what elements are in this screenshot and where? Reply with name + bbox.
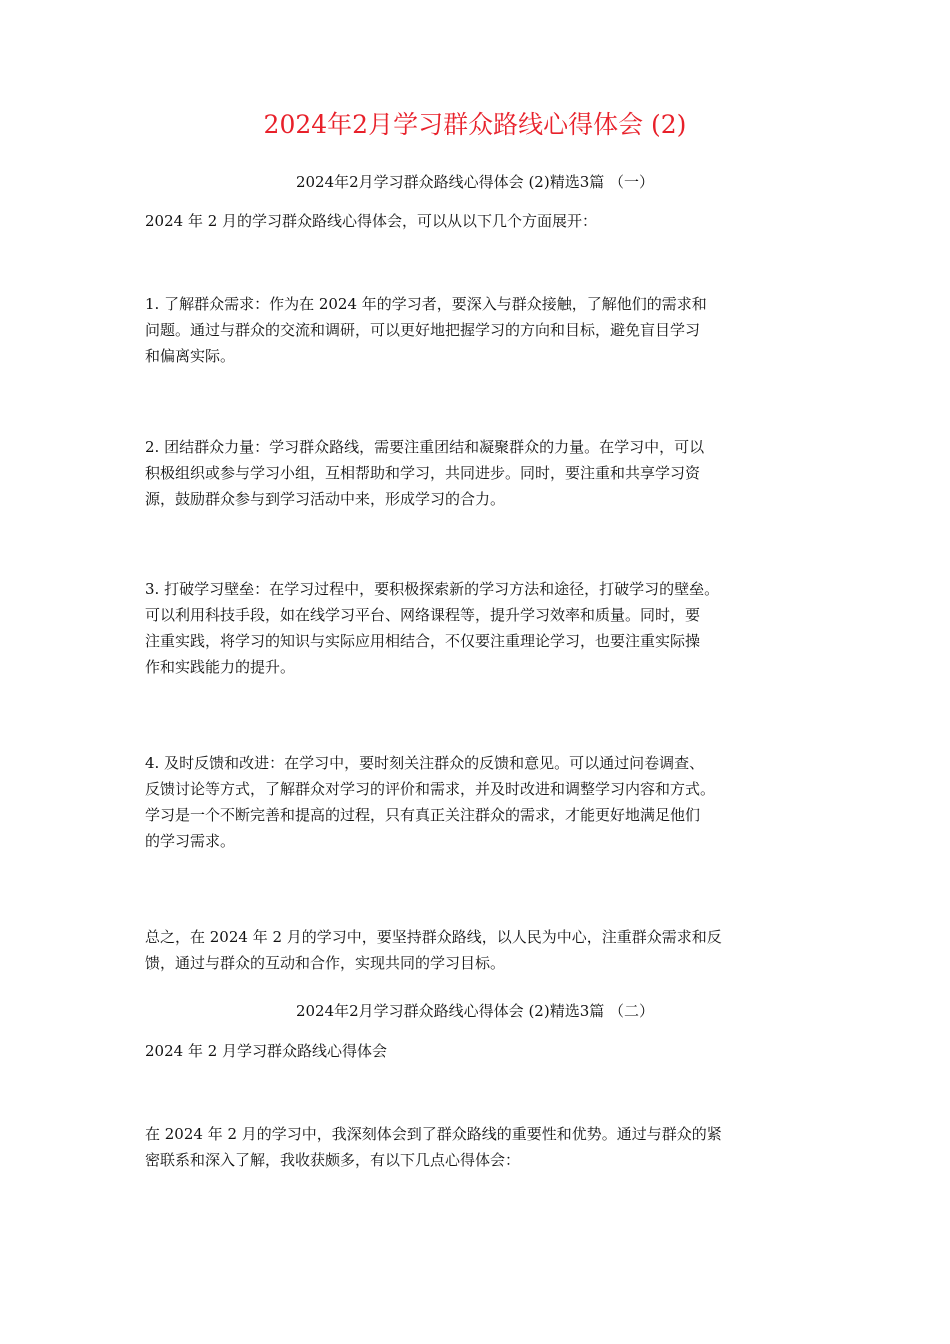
point-1-paragraph bbox=[145, 291, 815, 369]
text-line: 4. 及时反馈和改进：在学习中，要时刻关注群众的反馈和意见。可以通过问卷调查、 bbox=[145, 754, 705, 772]
point-2-paragraph bbox=[145, 434, 815, 512]
text-line: 学习是一个不断完善和提高的过程，只有真正关注群众的需求，才能更好地满足他们 bbox=[145, 806, 701, 824]
text-line: 的学习需求。 bbox=[145, 832, 236, 850]
text-line: 和偏离实际。 bbox=[145, 347, 236, 365]
text-line: 馈，通过与群众的互动和合作，实现共同的学习目标。 bbox=[145, 954, 506, 972]
text-line: 2024 年 2 月的学习群众路线心得体会，可以从以下几个方面展开： bbox=[145, 212, 598, 230]
text-line: 总之，在 2024 年 2 月的学习中，要坚持群众路线，以人民为中心，注重群众需求和反 bbox=[145, 928, 722, 946]
section1-intro bbox=[145, 208, 815, 234]
text-line: 积极组织或参与学习小组，互相帮助和学习，共同进步。同时，要注重和共享学习资 bbox=[145, 464, 701, 482]
section2-subtitle bbox=[145, 1038, 815, 1064]
text-line: 源，鼓励群众参与到学习活动中来，形成学习的合力。 bbox=[145, 490, 506, 508]
text-line: 作和实践能力的提升。 bbox=[145, 658, 296, 676]
text-line: 问题。通过与群众的交流和调研，可以更好地把握学习的方向和目标，避免盲目学习 bbox=[145, 321, 701, 339]
section-heading-2: 2024年2月学习群众路线心得体会 (2)精选3篇 （二） bbox=[295, 1002, 655, 1020]
text-line: 注重实践，将学习的知识与实际应用相结合，不仅要注重理论学习，也要注重实际操 bbox=[145, 632, 701, 650]
text-line: 2024 年 2 月学习群众路线心得体会 bbox=[145, 1042, 388, 1060]
section-heading-1: 2024年2月学习群众路线心得体会 (2)精选3篇 （一） bbox=[295, 173, 655, 191]
document-title: 2024年2月学习群众路线心得体会 (2) bbox=[263, 110, 687, 139]
text-line: 在 2024 年 2 月的学习中，我深刻体会到了群众路线的重要性和优势。通过与群众的紧 bbox=[145, 1125, 722, 1143]
text-line: 可以利用科技手段，如在线学习平台、网络课程等，提升学习效率和质量。同时，要 bbox=[145, 606, 701, 624]
section2-intro bbox=[145, 1121, 815, 1173]
text-line: 3. 打破学习壁垒：在学习过程中，要积极探索新的学习方法和途径，打破学习的壁垒。 bbox=[145, 580, 720, 598]
point-4-paragraph bbox=[145, 750, 815, 854]
text-line: 2. 团结群众力量：学习群众路线，需要注重团结和凝聚群众的力量。在学习中，可以 bbox=[145, 438, 705, 456]
summary-paragraph bbox=[145, 924, 815, 976]
text-line: 反馈讨论等方式，了解群众对学习的评价和需求，并及时改进和调整学习内容和方式。 bbox=[145, 780, 716, 798]
text-line: 1. 了解群众需求：作为在 2024 年的学习者，要深入与群众接触，了解他们的需求和 bbox=[145, 295, 707, 313]
point-3-paragraph bbox=[145, 576, 815, 680]
text-line: 密联系和深入了解，我收获颇多，有以下几点心得体会： bbox=[145, 1151, 521, 1169]
